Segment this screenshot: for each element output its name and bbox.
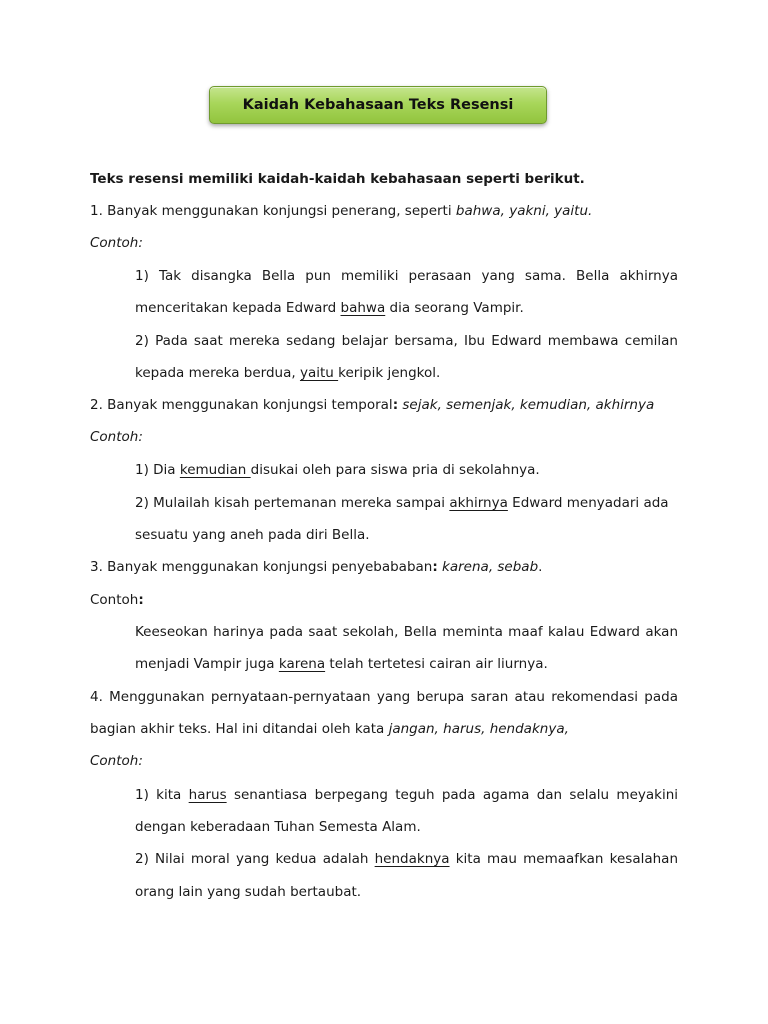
- rule-1: 1. Banyak menggunakan konjungsi penerang, seperti bahwa, yakni, yaitu.: [90, 203, 593, 219]
- example-1-1-cont: menceritakan kepada Edward bahwa dia seorang Vampir.: [135, 300, 524, 316]
- title-banner: [209, 86, 547, 124]
- example-3: Keeseokan harinya pada saat sekolah, Bella meminta maaf kalau Edward akan: [135, 624, 678, 640]
- contoh-label: Contoh:: [90, 592, 144, 608]
- example-4-1: 1) kita harus senantiasa berpegang teguh pada agama dan selalu meyakini: [135, 787, 679, 803]
- contoh-label: Contoh:: [90, 429, 143, 445]
- contoh-label: Contoh:: [90, 235, 143, 251]
- example-4-2-cont: orang lain yang sudah bertaubat.: [135, 884, 362, 900]
- example-3-cont: menjadi Vampir juga karena telah tertetesi cairan air liurnya.: [135, 656, 548, 672]
- example-2-2-cont: sesuatu yang aneh pada diri Bella.: [135, 527, 370, 543]
- example-4-1-cont: dengan keberadaan Tuhan Semesta Alam.: [135, 819, 421, 835]
- example-2-2: 2) Mulailah kisah pertemanan mereka sampai akhirnya Edward menyadari ada: [135, 495, 669, 511]
- example-2-1: 1) Dia kemudian disukai oleh para siswa pria di sekolahnya.: [135, 462, 540, 478]
- example-1-2-cont: kepada mereka berdua, yaitu keripik jengkol.: [135, 365, 441, 381]
- intro-text: Teks resensi memiliki kaidah-kaidah kebahasaan seperti berikut.: [90, 171, 585, 187]
- rule-4: 4. Menggunakan pernyataan-pernyataan yang berupa saran atau rekomendasi pada: [90, 689, 678, 705]
- contoh-label: Contoh:: [90, 753, 143, 769]
- example-1-2: 2) Pada saat mereka sedang belajar bersama, Ibu Edward membawa cemilan: [135, 333, 678, 349]
- rule-3: 3. Banyak menggunakan konjungsi penyebababan: karena, sebab.: [90, 559, 543, 575]
- rule-4-cont: bagian akhir teks. Hal ini ditandai oleh kata jangan, harus, hendaknya,: [90, 721, 569, 737]
- example-1-1: 1) Tak disangka Bella pun memiliki perasaan yang sama. Bella akhirnya: [135, 268, 678, 284]
- example-4-2: 2) Nilai moral yang kedua adalah hendaknya kita mau memaafkan kesalahan: [135, 851, 679, 867]
- rule-2: 2. Banyak menggunakan konjungsi temporal: sejak, semenjak, kemudian, akhirnya: [90, 397, 655, 413]
- page-title: Kaidah Kebahasaan Teks Resensi: [242, 97, 514, 113]
